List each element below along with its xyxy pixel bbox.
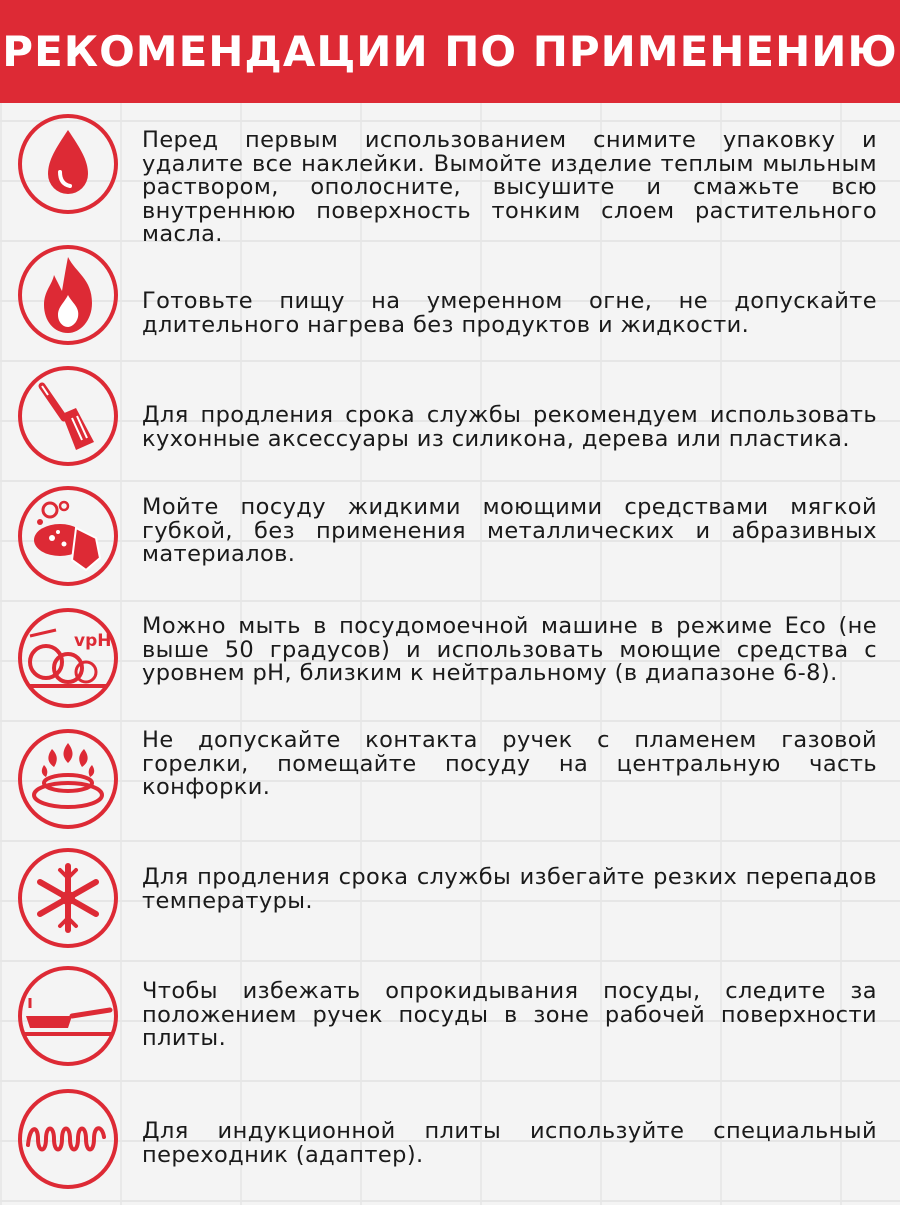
snowflake-icon (16, 846, 120, 950)
item-text: Для индукционной плиты используйте специальный переходник (адаптер). (142, 1118, 877, 1168)
flame-icon (16, 243, 120, 347)
water-drop-icon (16, 112, 120, 216)
item-text: Чтобы избежать опрокидывания посуды, следите за положением ручек посуды в зоне рабочей поверхности плиты. (142, 978, 877, 1051)
sponge-hand-icon (16, 484, 120, 588)
item-text: Мойте посуду жидкими моющими средствами мягкой губкой, без применения металлических и абразивных материалов. (142, 494, 877, 567)
spatula-icon (16, 364, 120, 468)
ph-label: vpH (74, 631, 112, 651)
item-text: Для продления срока службы избегайте резких перепадов температуры. (142, 864, 877, 914)
item-text: Готовьте пищу на умеренном огне, не допускайте длительного нагрева без продуктов и жидкости. (142, 288, 877, 338)
item-text: Можно мыть в посудомоечной машине в режиме Eco (не выше 50 градусов) и использовать моющие средства с уровнем pH, близким к нейтральному (в диапазоне 6-8). (142, 613, 877, 686)
item-text: Перед первым использованием снимите упаковку и удалите все наклейки. Вымойте изделие теплым мыльным раствором, ополосните, высушите и смажьте всю внутреннюю поверхность тонким слоем растительного масла. (142, 127, 877, 247)
dishwasher-ph-icon (16, 606, 120, 710)
header-banner (0, 0, 900, 103)
item-text: Для продления срока службы рекомендуем использовать кухонные аксессуары из силикона, дерева или пластика. (142, 402, 877, 452)
gas-burner-icon (16, 727, 120, 831)
induction-coil-icon (16, 1087, 120, 1191)
pan-on-stove-icon (16, 964, 120, 1068)
page-title: РЕКОМЕНДАЦИИ ПО ПРИМЕНЕНИЮ (2, 27, 898, 76)
item-text: Не допускайте контакта ручек с пламенем газовой горелки, помещайте посуду на центральную часть конфорки. (142, 727, 877, 800)
